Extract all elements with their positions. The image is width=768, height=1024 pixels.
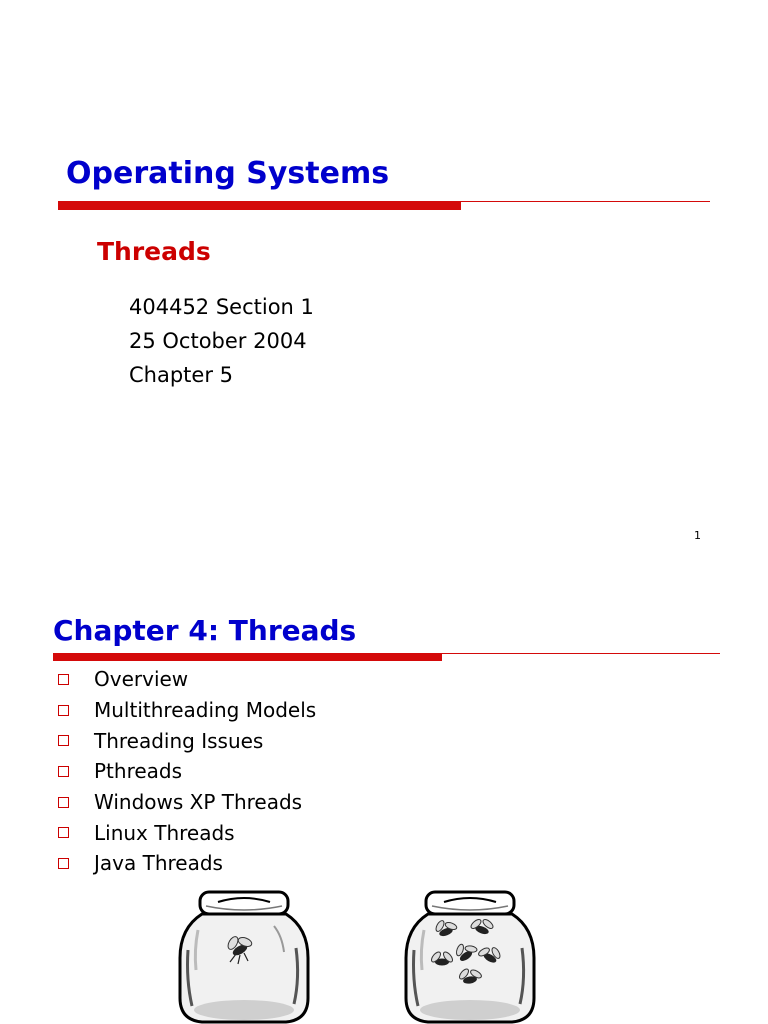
square-bullet-icon (58, 674, 69, 685)
list-item (58, 848, 316, 879)
slide-title: Chapter 4: Threads (53, 614, 357, 647)
list-item-label: Pthreads (94, 759, 183, 784)
square-bullet-icon (58, 827, 69, 838)
square-bullet-icon (58, 797, 69, 808)
slide-title: Operating Systems (66, 156, 390, 191)
title-underline-thin (442, 653, 720, 654)
title-underline-thick (58, 201, 461, 210)
list-item (58, 787, 316, 818)
list-item (58, 725, 316, 756)
list-item-label: Overview (94, 667, 189, 692)
square-bullet-icon (58, 705, 69, 716)
topic-list (58, 664, 316, 879)
course-chapter: Chapter 5 (129, 363, 233, 387)
title-underline-thin (461, 201, 710, 202)
square-bullet-icon (58, 766, 69, 777)
list-item-label: Multithreading Models (94, 698, 317, 723)
list-item-label: Windows XP Threads (94, 790, 303, 815)
slide-subtitle: Threads (97, 237, 211, 266)
list-item (58, 664, 316, 695)
list-item (58, 817, 316, 848)
list-item-label: Java Threads (94, 851, 223, 876)
course-section: 404452 Section 1 (129, 295, 314, 319)
jar-with-one-fly-icon (178, 890, 310, 1024)
title-underline-thick (53, 653, 442, 661)
list-item (58, 756, 316, 787)
list-item-label: Linux Threads (94, 820, 235, 845)
slide-2 (0, 580, 768, 1024)
list-item (58, 695, 316, 726)
page-number: 1 (694, 529, 701, 542)
jar-with-many-flies-icon (404, 890, 536, 1024)
square-bullet-icon (58, 735, 69, 746)
list-item-label: Threading Issues (94, 728, 264, 753)
square-bullet-icon (58, 858, 69, 869)
course-date: 25 October 2004 (129, 329, 307, 353)
course-info (129, 290, 314, 392)
